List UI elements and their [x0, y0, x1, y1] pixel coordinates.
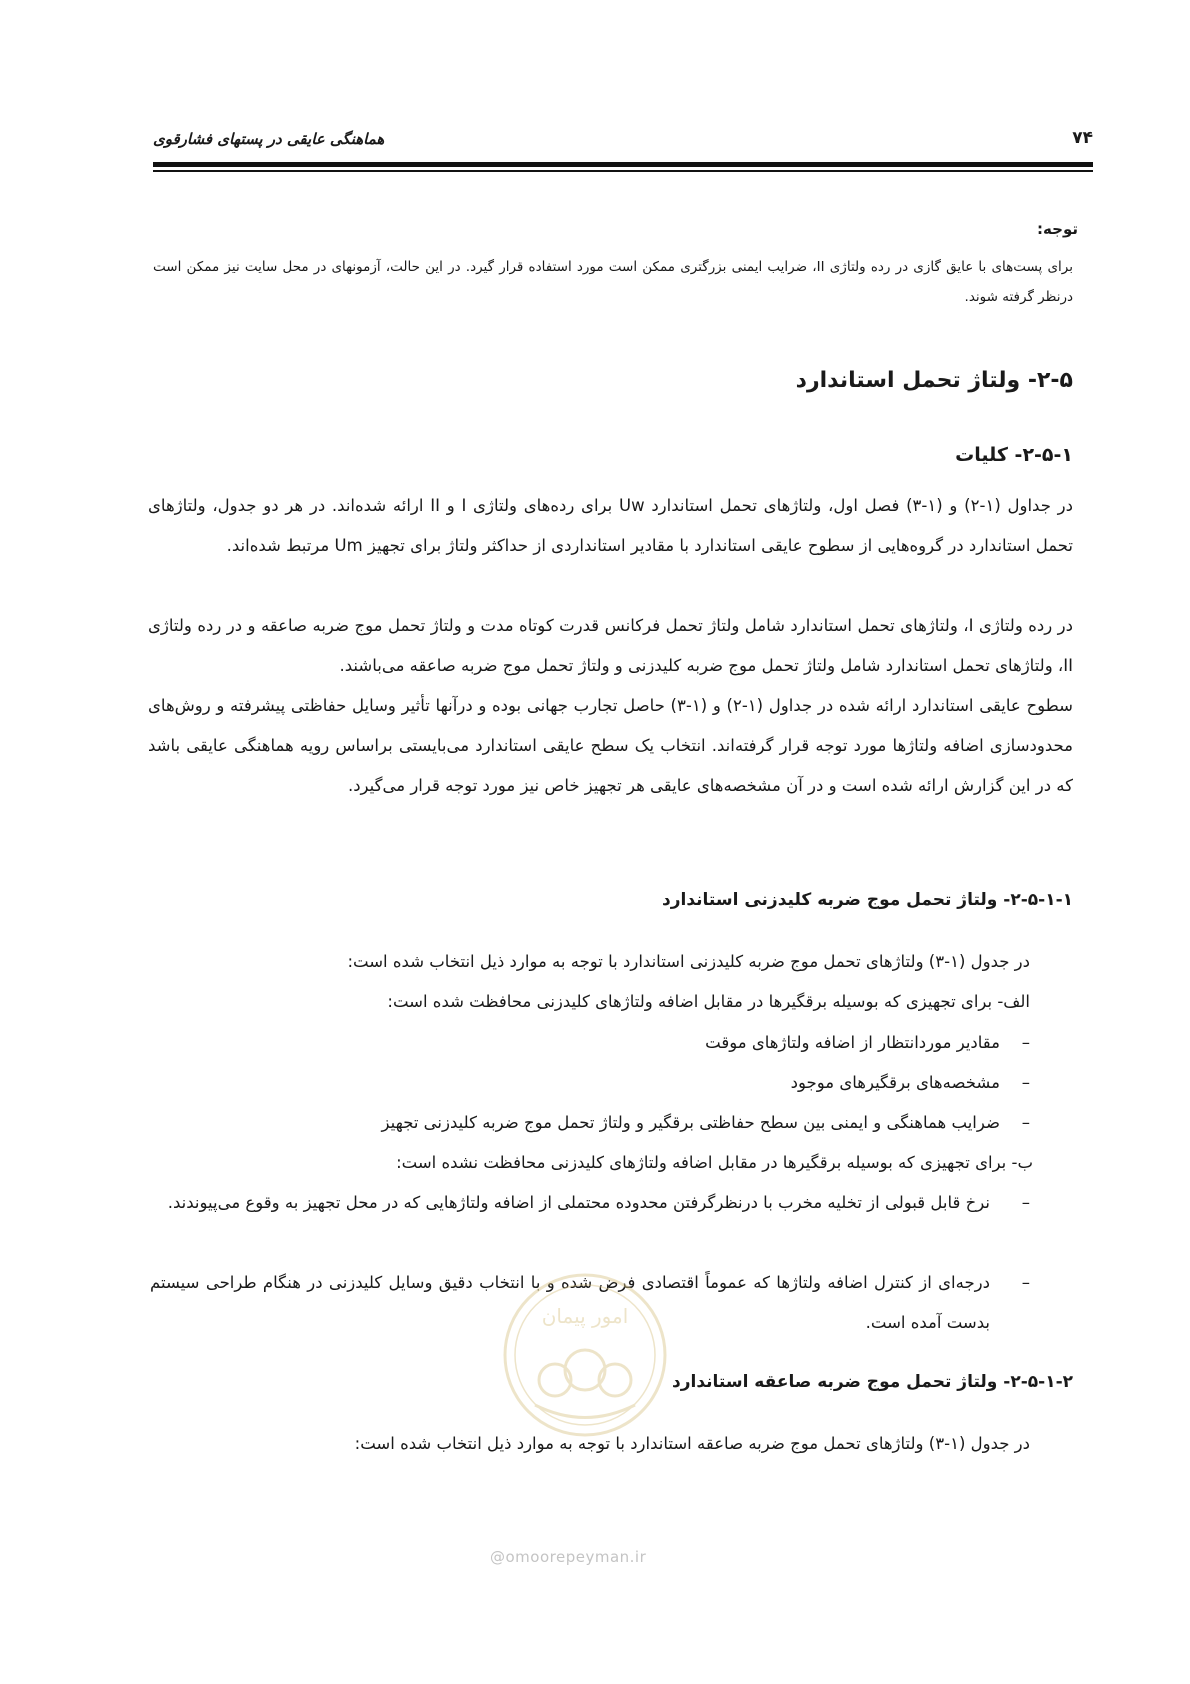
- paragraph-1: در جداول (۱-۲) و (۱-۳) فصل اول، ولتاژهای تحمل استاندارد Uw برای رده‌های ولتاژی I و II ارائه شده‌اند. در هر دو جدول، ولتاژهای تحمل استاندارد در گروه‌هایی از سطوح عایقی استاندارد با مقادیر استانداردی از حداکثر ولتاژ برای تجهیز Um مرتبط شده‌اند.: [148, 496, 1073, 555]
- header-rule-thin: [153, 170, 1093, 172]
- case-a-item-1: [705, 1023, 1030, 1063]
- item-text: ضرایب هماهنگی و ایمنی بین سطح حفاظتی برقگیر و ولتاژ تحمل موج ضربه کلیدزنی تجهیز: [381, 1113, 1000, 1132]
- paragraph-3: سطوح عایقی استاندارد ارائه شده در جداول (۱-۲) و (۱-۳) حاصل تجارب جهانی بوده و درآنها تأثیر وسایل حفاظتی پیشرفته و روش‌های محدودسازی اضافه ولتاژها مورد توجه قرار گرفته‌اند. انتخاب یک سطح عایقی استاندارد می‌بایستی براساس رویه هماهنگی عایقی باشد که در این گزارش ارائه شده است و در آن مشخصه‌های عایقی هر تجهیز خاص نیز مورد توجه قرار می‌گیرد.: [148, 696, 1073, 795]
- header-rule-thick: [153, 162, 1093, 167]
- watermark-logo-text: امور پیمان: [541, 1304, 629, 1328]
- switching-intro: در جدول (۱-۳) ولتاژهای تحمل موج ضربه کلیدزنی استاندارد با توجه به موارد ذیل انتخاب شده است:: [347, 952, 1030, 971]
- case-b-item-1: [150, 1183, 1030, 1223]
- section-heading: ۲-۵- ولتاژ تحمل استاندارد: [795, 368, 1073, 393]
- paragraph-2: در رده ولتاژی I، ولتاژهای تحمل استاندارد شامل ولتاژ تحمل فرکانس قدرت کوتاه مدت و ولتاژ تحمل موج ضربه صاعقه و در رده ولتاژی II، ولتاژهای تحمل استاندارد شامل ولتاژ تحمل موج ضربه کلیدزنی و ولتاژ تحمل موج ضربه صاعقه می‌باشند.: [148, 616, 1073, 675]
- page-header: [153, 128, 1093, 158]
- dash: –: [1021, 1113, 1030, 1132]
- item-text: درجه‌ای از کنترل اضافه ولتاژها که عموماً اقتصادی فرض شده و با انتخاب دقیق وسایل کلیدزنی در هنگام طراحی سیستم بدست آمده است.: [150, 1273, 990, 1332]
- case-a-item-2: [791, 1063, 1030, 1103]
- subsection-heading-general: ۲-۵-۱- کلیات: [955, 444, 1073, 466]
- watermark-logo: [495, 1265, 675, 1445]
- running-title: هماهنگی عایقی در پستهای فشارقوی: [153, 130, 385, 148]
- note-text: برای پست‌های با عایق گازی در رده ولتاژی II، ضرایب ایمنی بزرگتری ممکن است مورد استفاده قرار گیرد. در این حالت، آزمونهای در محل سایت نیز ممکن است درنظر گرفته شوند.: [153, 259, 1073, 305]
- dash: –: [1021, 1273, 1030, 1292]
- item-text: مقادیر موردانتظار از اضافه ولتاژهای موقت: [705, 1033, 1000, 1052]
- heading-lightning-impulse: ۲-۵-۱-۲- ولتاژ تحمل موج ضربه صاعقه استاندارد: [671, 1372, 1073, 1392]
- dash: –: [1021, 1033, 1030, 1052]
- watermark-url: @omoorepeyman.ir: [490, 1548, 647, 1566]
- note-title: توجه:: [1037, 220, 1078, 238]
- lightning-intro: در جدول (۱-۳) ولتاژهای تحمل موج ضربه صاعقه استاندارد با توجه به موارد ذیل انتخاب شده است:: [354, 1434, 1030, 1453]
- case-a-item-3: [382, 1103, 1031, 1143]
- case-a-line: الف- برای تجهیزی که بوسیله برقگیرها در مقابل اضافه ولتاژهای کلیدزنی محافظت شده است:: [387, 992, 1030, 1011]
- dash: –: [1021, 1073, 1030, 1092]
- case-b-line: ب- برای تجهیزی که بوسیله برقگیرها در مقابل اضافه ولتاژهای کلیدزنی محافظت نشده است:: [396, 1153, 1033, 1172]
- dash: –: [1021, 1193, 1030, 1212]
- page-number: ۷۴: [1072, 128, 1093, 148]
- item-text: مشخصه‌های برقگیرهای موجود: [790, 1073, 1000, 1092]
- heading-switching-impulse: ۲-۵-۱-۱- ولتاژ تحمل موج ضربه کلیدزنی استاندارد: [662, 890, 1073, 910]
- item-text: نرخ قابل قبولی از تخلیه مخرب با درنظرگرفتن محدوده محتملی از اضافه ولتاژهایی که در محل تجهیز به وقوع می‌پیوندند.: [167, 1193, 990, 1212]
